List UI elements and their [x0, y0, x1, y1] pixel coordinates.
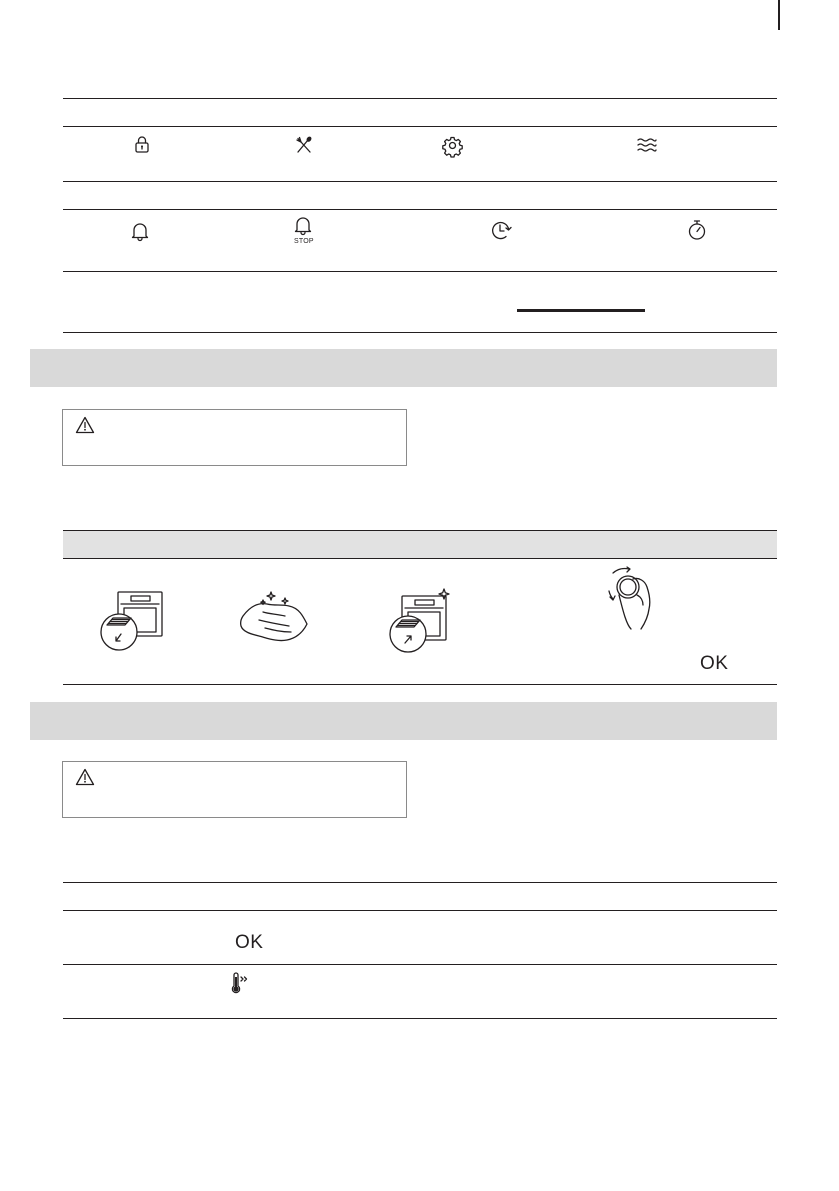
table-rule [63, 271, 777, 272]
ok-label: OK [700, 653, 729, 674]
timer-stopwatch-icon [687, 219, 707, 241]
lock-icon [134, 136, 150, 153]
table-rule [63, 882, 777, 883]
warning-box [62, 409, 407, 466]
gear-icon [443, 136, 462, 155]
heat-waves-icon [637, 137, 657, 153]
table-rule [63, 98, 777, 99]
delay-start-clock-icon [491, 221, 513, 241]
bell-stop-icon [293, 216, 313, 236]
thermometer-fast-icon [229, 973, 251, 995]
table-rule [63, 910, 777, 911]
knob-turn-hand-icon [603, 567, 659, 635]
section-header-band [30, 349, 777, 387]
warning-box [62, 761, 407, 818]
table-rule [63, 1018, 777, 1019]
display-segment-bar [517, 309, 645, 312]
table-header-bar [63, 530, 777, 559]
oven-insert-accessories-icon [388, 588, 456, 654]
page-edge-mark [778, 0, 780, 30]
oven-remove-accessories-icon [97, 588, 165, 654]
warning-triangle-icon [75, 416, 95, 434]
bell-icon [131, 221, 149, 241]
table-rule [63, 332, 777, 333]
ok-label: OK [235, 932, 264, 953]
cutlery-icon [295, 136, 313, 154]
bell-stop-label: STOP [294, 238, 314, 245]
section-header-band [30, 702, 777, 740]
warning-triangle-icon [75, 768, 95, 786]
table-rule [63, 126, 777, 127]
cloth-wipe-icon [237, 588, 315, 644]
table-rule [63, 181, 777, 182]
table-rule [63, 209, 777, 210]
table-rule [63, 964, 777, 965]
table-rule [63, 684, 777, 685]
